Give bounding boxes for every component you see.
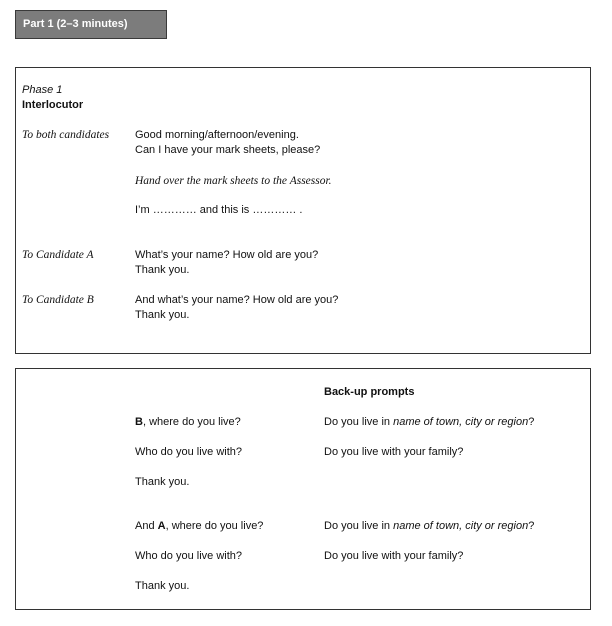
prompt-town-b-placeholder: name of town, city or region — [393, 416, 529, 428]
phase1-box — [15, 67, 591, 354]
candidate-b-label: To Candidate B — [22, 294, 94, 306]
assessor-instruction: Hand over the mark sheets to the Assessor. — [135, 175, 332, 187]
prompt-town-a — [324, 519, 534, 534]
backup-prompts-heading: Back-up prompts — [324, 386, 415, 398]
question-who-a: Who do you live with? — [135, 550, 242, 562]
candidate-b-name: B — [135, 416, 143, 428]
question-where-a-text: , where do you live? — [165, 520, 264, 532]
question-where-a — [135, 519, 263, 534]
mark-sheets-line: Can I have your mark sheets, please? — [135, 144, 321, 156]
greeting-line: Good morning/afternoon/evening. — [135, 129, 299, 141]
candidate-b-thanks: Thank you. — [135, 309, 190, 321]
candidate-a-thanks: Thank you. — [135, 264, 190, 276]
question-where-b — [135, 415, 241, 430]
question-where-b-text: , where do you live? — [142, 416, 241, 428]
candidate-a-label: To Candidate A — [22, 249, 94, 261]
questions-box — [15, 368, 591, 610]
prompt-town-b — [324, 415, 534, 430]
phase-label: Phase 1 — [22, 84, 63, 96]
prompt-town-a-pre: Do you live in — [324, 520, 394, 532]
prompt-town-a-post: ? — [528, 520, 535, 532]
thanks-b: Thank you. — [135, 476, 190, 488]
candidate-a-name: A — [157, 520, 166, 532]
part-header — [15, 10, 167, 39]
prompt-family-b: Do you live with your family? — [324, 446, 464, 458]
candidate-a-question: What’s your name? How old are you? — [135, 249, 319, 261]
thanks-a: Thank you. — [135, 580, 190, 592]
interlocutor-label: Interlocutor — [22, 99, 84, 111]
prompt-town-b-post: ? — [528, 416, 535, 428]
candidate-b-question: And what’s your name? How old are you? — [135, 294, 339, 306]
question-who-b: Who do you live with? — [135, 446, 242, 458]
introduction-line: I’m ………… and this is ………… . — [135, 204, 303, 216]
question-where-a-pre: And — [135, 520, 158, 532]
part-header-label: Part 1 (2–3 minutes) — [23, 18, 128, 30]
prompt-town-b-pre: Do you live in — [324, 416, 394, 428]
both-candidates-label: To both candidates — [22, 129, 110, 141]
prompt-family-a: Do you live with your family? — [324, 550, 464, 562]
prompt-town-a-placeholder: name of town, city or region — [393, 520, 529, 532]
